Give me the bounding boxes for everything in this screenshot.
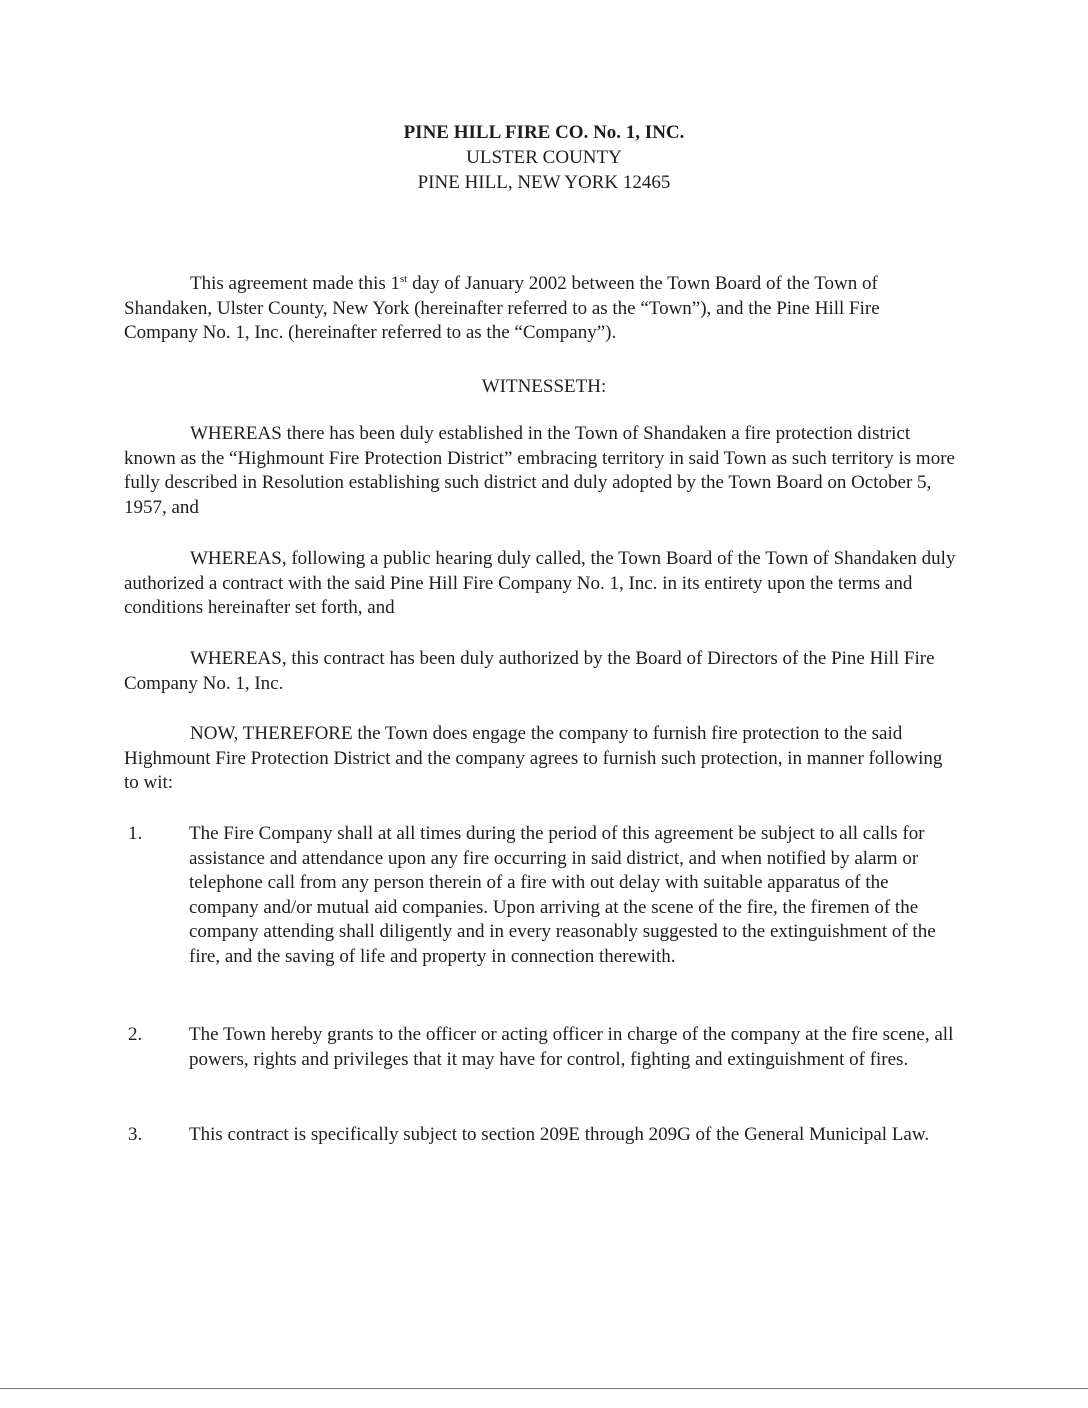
organization-name: PINE HILL FIRE CO. No. 1, INC. [403, 122, 685, 143]
item-text: The Fire Company shall at all times during the period of this agreement be subject to all calls for assistance and attendance upon any fire occurring in said district, and when notified by alarm or telephone call from any person therein of a fire with out delay with suitable apparatus of the company and/or mutual aid companies. Upon arriving at the scene of the fire, the firemen of the company attending shall diligently and in every reasonably suggested to the extinguishment of the fire, and the saving of life and property in connection therewith. [189, 823, 936, 967]
whereas-paragraph-1: WHEREAS there has been duly established in the Town of Shandaken a fire protection district known as the “Highmount Fire Protection District” embracing territory in said Town as such territory is more fully described in Resolution establishing such district and duly adopted by the Town Board on October 5, 1957, and [124, 423, 955, 518]
item-number: 1. [128, 823, 143, 844]
item-text: This contract is specifically subject to section 209E through 209G of the General Municipal Law. [189, 1124, 930, 1145]
ordinal-suffix: st [400, 273, 408, 285]
intro-text-start: This agreement made this 1 [190, 273, 400, 294]
scan-edge-line [0, 1388, 1088, 1389]
item-number: 3. [128, 1124, 143, 1145]
address-line: PINE HILL, NEW YORK 12465 [417, 172, 671, 193]
letterhead [0, 120, 1088, 195]
now-therefore-paragraph: NOW, THEREFORE the Town does engage the company to furnish fire protection to the said Highmount Fire Protection District and the company agrees to furnish such protection, in manner following to wit: [124, 723, 943, 794]
whereas-paragraph-2: WHEREAS, following a public hearing duly called, the Town Board of the Town of Shandaken duly authorized a contract with the said Pine Hill Fire Company No. 1, Inc. in its entirety upon the terms and conditions hereinafter set forth, and [124, 548, 956, 619]
county-line: ULSTER COUNTY [466, 147, 622, 168]
whereas-paragraph-3: WHEREAS, this contract has been duly authorized by the Board of Directors of the Pine Hill Fire Company No. 1, Inc. [124, 648, 935, 694]
item-number: 2. [128, 1024, 143, 1045]
witnesseth-heading: WITNESSETH: [481, 376, 607, 397]
item-text: The Town hereby grants to the officer or acting officer in charge of the company at the fire scene, all powers, rights and privileges that it may have for control, fighting and extinguishment of fires. [189, 1024, 954, 1070]
intro-paragraph [124, 272, 958, 346]
intro-text-end: day of January 2002 between the Town Board of the Town of Shandaken, Ulster County, New York (hereinafter referred to as the “Town”), and the Pine Hill Fire Company No. 1, Inc. (hereinafter referred to as the “Company”). [124, 273, 880, 344]
